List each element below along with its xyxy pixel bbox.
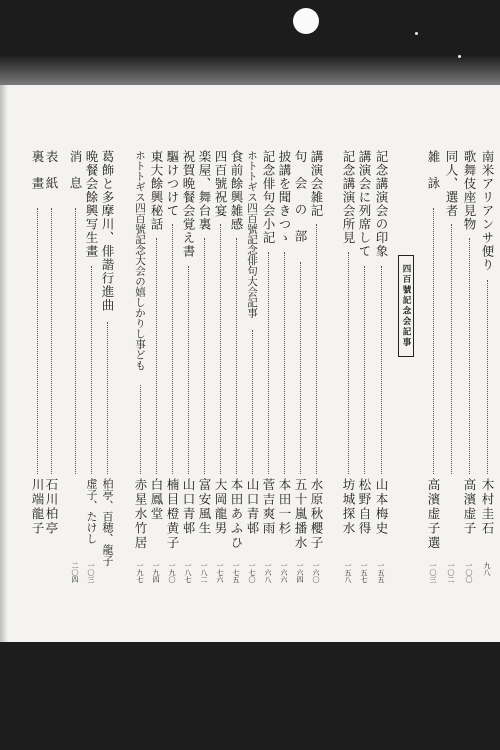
toc-entry-title: 歌舞伎座見物 xyxy=(462,150,477,231)
dot-leader xyxy=(364,266,365,474)
toc-entry-page: 一七五 xyxy=(232,562,240,583)
scan-speck xyxy=(458,55,461,58)
toc-entry-title: ホトトギス四百號記念大会の嬉しかりし事ども xyxy=(134,150,146,371)
dot-leader xyxy=(252,330,253,474)
toc-entry-title: 記念講演会の印象 xyxy=(374,150,389,258)
toc-entry-author: 松野自得 xyxy=(357,478,372,536)
toc-entry-title: 雑詠 xyxy=(426,150,441,203)
toc-entry-author: 菅吉爽雨 xyxy=(261,478,276,536)
toc-entry-page: 一六八 xyxy=(264,562,272,583)
toc-entry-title: 講演会に列席して xyxy=(357,150,372,258)
section-heading-box: 四百號記念会記事 xyxy=(398,255,414,357)
toc-entry-author: 山本梅史 xyxy=(374,478,389,536)
dot-leader xyxy=(433,208,434,474)
toc-entry-title: 四百號祝宴 xyxy=(213,150,228,218)
dot-leader xyxy=(381,266,382,474)
dot-leader xyxy=(140,385,141,474)
toc-entry-page: 一七〇 xyxy=(248,562,256,583)
dot-leader xyxy=(188,266,189,474)
dot-leader xyxy=(451,224,452,474)
toc-entry-title: ホトトギス四百號記念俳句大会記事 xyxy=(246,150,258,318)
toc-entry-title: 南米アリアンサ便り xyxy=(480,150,495,272)
dot-leader xyxy=(37,208,38,474)
dot-leader xyxy=(284,252,285,474)
toc-entry-author: 楠目橙黄子 xyxy=(165,478,180,551)
scan-bottom-border xyxy=(0,642,500,750)
dot-leader xyxy=(300,262,301,474)
dot-leader xyxy=(204,238,205,474)
toc-entry-title: 講演会雑記 xyxy=(309,150,324,218)
toc-entry-page: 二〇四 xyxy=(71,562,79,583)
toc-entry-title: 葛飾と多摩川、俳諧行進曲 xyxy=(100,150,115,312)
dot-leader xyxy=(348,252,349,474)
toc-entry-page: 一九七 xyxy=(136,562,144,583)
toc-entry-page: 一五五 xyxy=(377,562,385,583)
dot-leader xyxy=(107,322,108,474)
toc-entry-title: 食前餘興雑感 xyxy=(229,150,244,231)
toc-entry-page: 一〇三 xyxy=(429,562,437,583)
toc-entry-author: 石川柏亭 xyxy=(44,478,59,536)
dot-leader xyxy=(469,238,470,474)
toc-entry-author: 高濱虚子 xyxy=(462,478,477,536)
dot-leader xyxy=(172,224,173,474)
toc-entry-author: 水原秋櫻子 xyxy=(309,478,324,551)
toc-entry-page: 一〇〇 xyxy=(465,562,473,583)
dot-leader xyxy=(220,224,221,474)
toc-entry-author: 本田あふひ xyxy=(229,478,244,551)
toc-entry-author: 五十嵐播水 xyxy=(293,478,308,551)
toc-entry-page: 一〇三 xyxy=(87,562,95,583)
toc-entry-page: 一〇二 xyxy=(447,562,455,583)
toc-entry-title: 表紙 xyxy=(44,150,59,203)
dot-leader xyxy=(268,252,269,474)
toc-entry-author: 山口青邨 xyxy=(245,478,260,536)
toc-entry-author: 赤星水竹居 xyxy=(133,478,148,551)
toc-entry-page: 九八 xyxy=(483,562,491,576)
dot-leader xyxy=(51,208,52,474)
toc-entry-title: 記念俳句会小記 xyxy=(261,150,276,245)
toc-entry-author: 川端龍子 xyxy=(30,478,45,536)
dot-leader xyxy=(236,238,237,474)
toc-entry-page: 一七六 xyxy=(216,562,224,583)
toc-entry-page: 一八七 xyxy=(184,562,192,583)
toc-entry-author: 白鳳堂 xyxy=(149,478,164,522)
toc-entry-author: 高濱虚子選 xyxy=(426,478,441,551)
toc-entry-page: 一八二 xyxy=(200,562,208,583)
page-edge-shadow xyxy=(0,85,8,642)
toc-entry-title: 句会の部 xyxy=(293,150,308,256)
toc-entry-page: 一五七 xyxy=(360,562,368,583)
toc-entry-author: 富安風生 xyxy=(197,478,212,536)
toc-entry-title: 記念講演会所見 xyxy=(341,150,356,245)
toc-entry-author: 柏亭、百穂、龍子 xyxy=(101,478,114,566)
dot-leader xyxy=(316,224,317,474)
scan-top-border xyxy=(0,0,500,85)
toc-entry-author: 木村圭石 xyxy=(480,478,495,536)
toc-entry-author: 本田一杉 xyxy=(277,478,292,536)
scan-speck xyxy=(415,32,418,35)
toc-entry-page: 一六四 xyxy=(296,562,304,583)
toc-entry-title: 披講を聞きつゝ xyxy=(277,150,292,245)
toc-entry-page: 一五八 xyxy=(344,562,352,583)
toc-entry-title: 同人、選者 xyxy=(444,150,459,218)
binding-hole xyxy=(293,8,319,34)
toc-entry-author: 坊城探水 xyxy=(341,478,356,536)
dot-leader xyxy=(75,208,76,474)
toc-entry-title: 裏畫 xyxy=(30,150,45,203)
toc-entry-author: 虚子、たけし xyxy=(85,478,98,544)
dot-leader xyxy=(487,280,488,474)
toc-entry-title: 驅けつけて xyxy=(165,150,180,218)
toc-entry-author: 大岡龍男 xyxy=(213,478,228,536)
toc-entry-page: 一九〇 xyxy=(168,562,176,583)
toc-entry-title: 晩餐会餘興写生畫 xyxy=(84,150,99,258)
toc-entry-title: 楽屋、舞台裏 xyxy=(197,150,212,231)
toc-entry-page: 一九四 xyxy=(152,562,160,583)
toc-entry-title: 東大餘興秘話 xyxy=(149,150,164,231)
toc-entry-page: 一六六 xyxy=(280,562,288,583)
toc-entry-page: 一六〇 xyxy=(312,562,320,583)
toc-entry-title: 祝賀晩餐会覚え書 xyxy=(181,150,196,258)
toc-entry-title: 消息 xyxy=(68,150,83,203)
dot-leader xyxy=(156,238,157,474)
toc-entry-author: 山口青邨 xyxy=(181,478,196,536)
dot-leader xyxy=(91,266,92,474)
